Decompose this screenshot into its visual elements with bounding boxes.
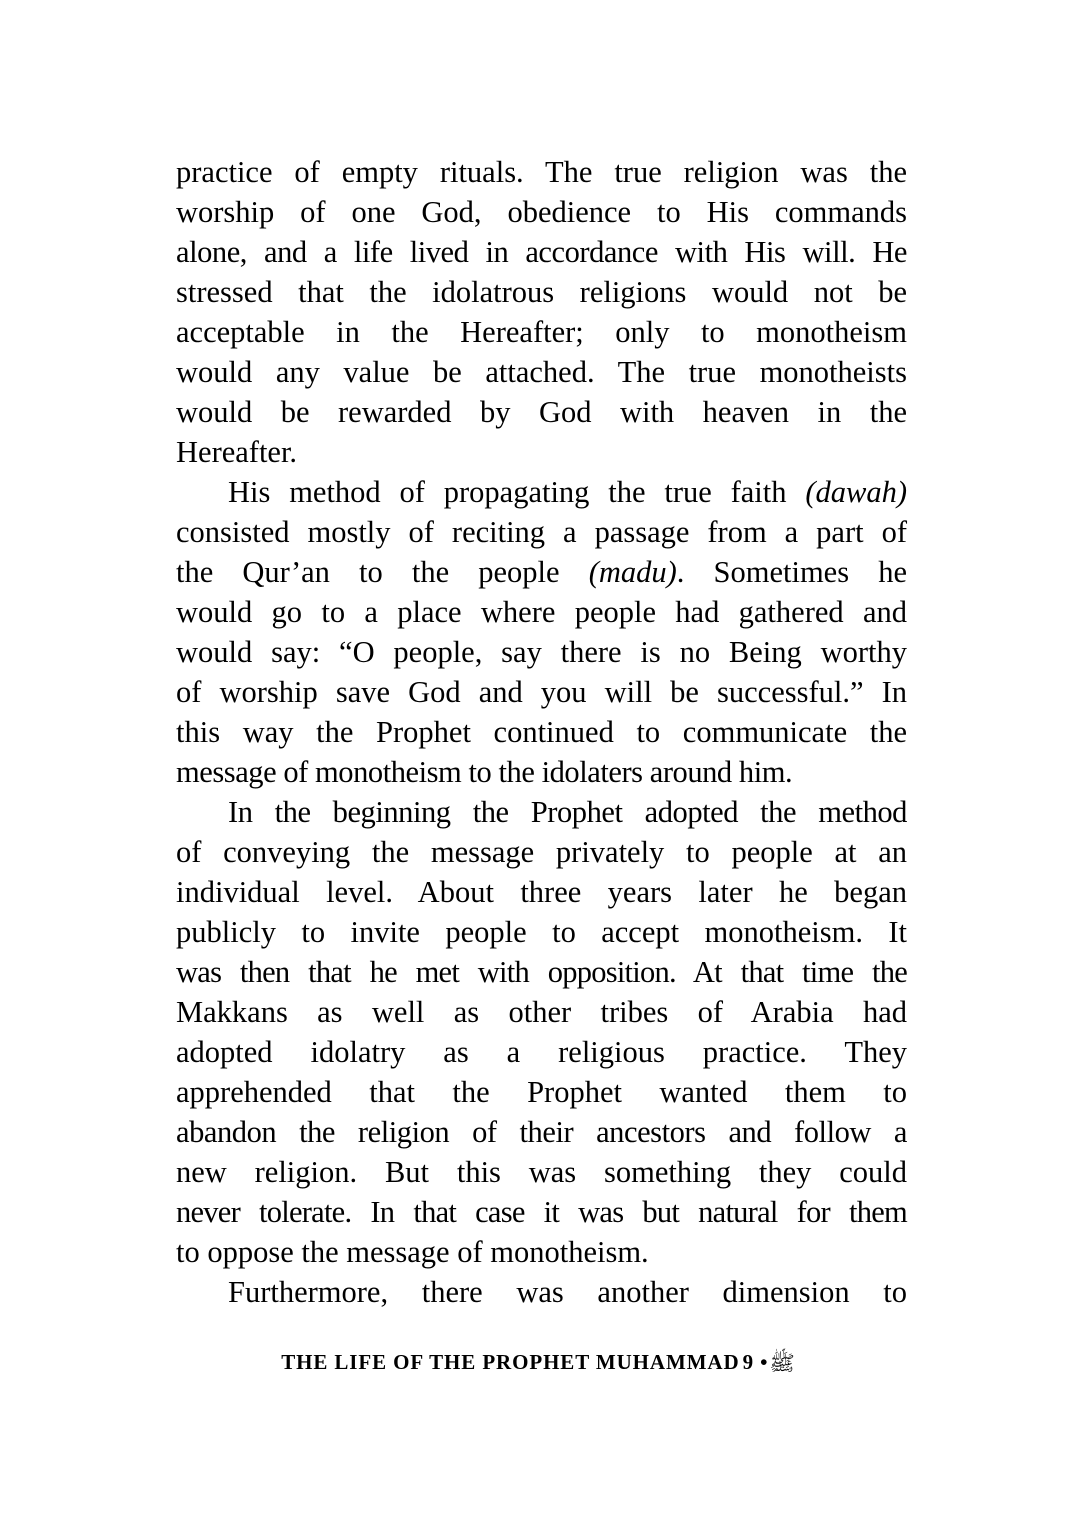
text-line: this way the Prophet continued to communicate the (176, 715, 907, 749)
text-line: alone, and a life lived in accordance with His will. He (176, 235, 907, 269)
italic-term-dawah: (dawah) (805, 475, 907, 509)
text-line: stressed that the idolatrous religions would not be (176, 275, 907, 309)
paragraph (176, 152, 907, 472)
page-number: 9 (742, 1350, 754, 1374)
text-line: abandon the religion of their ancestors and follow a (176, 1115, 907, 1149)
running-footer (0, 1349, 1078, 1380)
text-line: message of monotheism to the idolaters around him. (176, 755, 793, 789)
text-line: consisted mostly of reciting a passage from a part of (176, 515, 907, 549)
text-line: adopted idolatry as a religious practice. They (176, 1035, 907, 1069)
text-line: would go to a place where people had gathered and (176, 595, 907, 629)
text-line: would be rewarded by God with heaven in the (176, 395, 907, 429)
text-line: Furthermore, there was another dimension to (228, 1275, 907, 1309)
paragraph (176, 792, 907, 1272)
text-line: of worship save God and you will be successful.” In (176, 675, 907, 709)
italic-term-madu: (madu) (588, 555, 677, 589)
paragraph (176, 1272, 907, 1312)
running-title: THE LIFE OF THE PROPHET MUHAMMAD (281, 1350, 740, 1374)
text-line: individual level. About three years later he began (176, 875, 907, 909)
text-line: practice of empty rituals. The true religion was the (176, 155, 907, 189)
text-line: to oppose the message of monotheism. (176, 1235, 649, 1269)
text-line: Makkans as well as other tribes of Arabia had (176, 995, 907, 1029)
text-line: apprehended that the Prophet wanted them to (176, 1075, 907, 1109)
text-line: would any value be attached. The true monotheists (176, 355, 907, 389)
footer-separator: • (760, 1350, 768, 1374)
text-line: Hereafter. (176, 435, 298, 469)
text-line: In the beginning the Prophet adopted the method (228, 795, 907, 829)
body-text-column (176, 152, 907, 1312)
text-line: was then that he met with opposition. At that time the (176, 955, 907, 989)
text-line: new religion. But this was something they could (176, 1155, 907, 1189)
text-line: would say: “O people, say there is no Being worthy (176, 635, 907, 669)
text-line: publicly to invite people to accept monotheism. It (176, 915, 907, 949)
text-line: the Qur’an to the people (madu). Sometimes he (176, 555, 907, 589)
text-line: never tolerate. In that case it was but natural for them (176, 1195, 907, 1229)
paragraph (176, 472, 907, 792)
text-line: of conveying the message privately to people at an (176, 835, 907, 869)
text-line: His method of propagating the true faith (dawah) (228, 475, 907, 509)
sallallahu-alayhi-wasallam-icon: ﷺ (769, 1351, 795, 1375)
text-line: acceptable in the Hereafter; only to monotheism (176, 315, 907, 349)
text-line: worship of one God, obedience to His commands (176, 195, 907, 229)
